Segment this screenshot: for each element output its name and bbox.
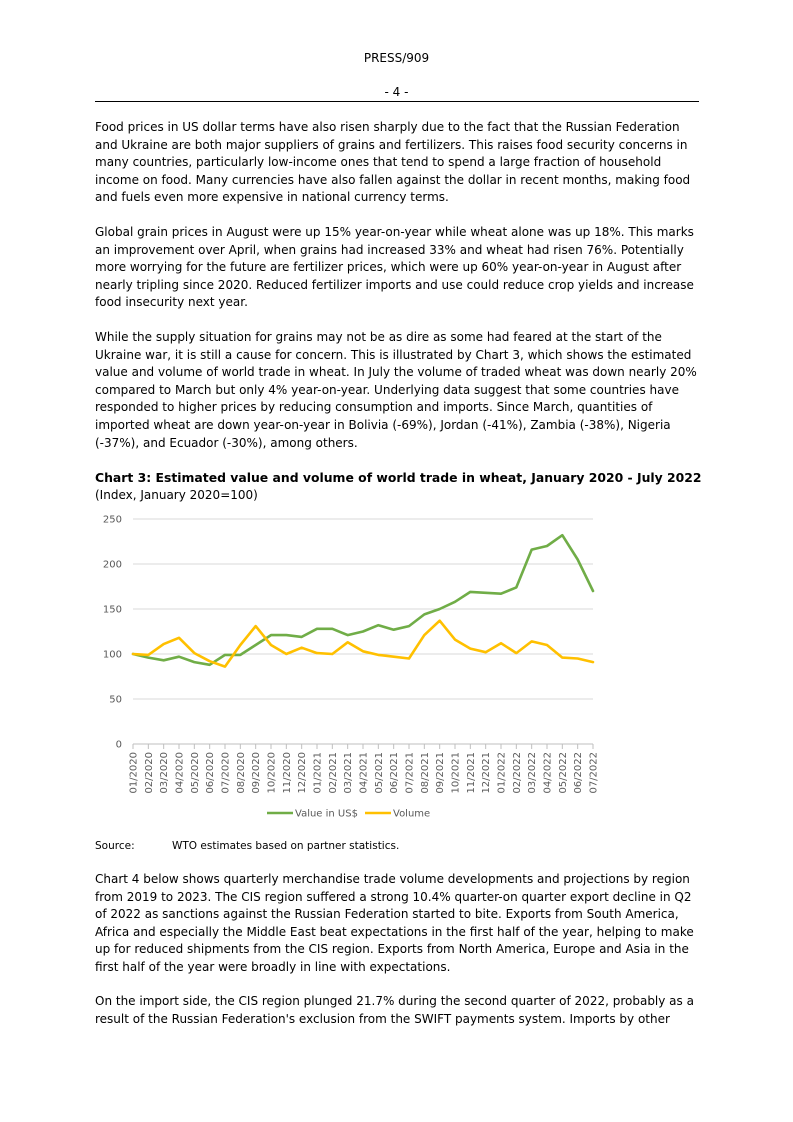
source-text: WTO estimates based on partner statistics. — [172, 840, 400, 852]
wheat-trade-line-chart — [95, 508, 615, 828]
source-label: Source: — [95, 840, 135, 852]
x-tick-label: 05/2022 — [557, 752, 569, 794]
legend-label-volume: Volume — [393, 808, 431, 820]
x-tick-label: 11/2021 — [465, 752, 477, 794]
paragraph-supply-situation: While the supply situation for grains may not be as dire as some had feared at the start of the Ukraine war, it is still a cause for concern. This is illustrated by Chart 3, which shows the estimated value and volume of world trade in wheat. In July the volume of traded wheat was down nearly 20% compared to March but only 4% year-on-year. Underlying data suggest that some countries have responded to higher prices by reducing consumption and imports. Since March, quantities of imported wheat are down year-on-year in Bolivia (-69%), Jordan (-41%), Zambia (-38%), Nigeria (-37%), and Ecuador (-30%), among others. — [95, 330, 697, 450]
y-tick-label: 50 — [109, 694, 122, 706]
x-tick-label: 09/2020 — [251, 752, 263, 794]
x-tick-label: 12/2020 — [297, 752, 309, 794]
x-tick-label: 06/2022 — [573, 752, 585, 794]
chart-title: Chart 3: Estimated value and volume of world trade in wheat, January 2020 - July 2022 — [95, 470, 702, 485]
paragraph-food-prices: Food prices in US dollar terms have also risen sharply due to the fact that the Russian Federation and Ukraine are both major suppliers of grains and fertilizers. This raises food security concerns in many countries, particularly low-income ones that tend to spend a large fraction of household income on food. Many currencies have also fallen against the dollar in recent months, making food and fuels even more expensive in national currency terms. — [95, 120, 691, 205]
chart-subtitle: (Index, January 2020=100) — [95, 488, 258, 502]
x-tick-label: 08/2020 — [235, 752, 247, 794]
x-tick-label: 08/2021 — [419, 752, 431, 794]
x-tick-label: 04/2020 — [174, 752, 186, 794]
series-line-volume — [133, 621, 593, 667]
x-tick-label: 03/2022 — [527, 752, 539, 794]
x-tick-label: 04/2021 — [358, 752, 370, 794]
x-tick-label: 07/2021 — [404, 752, 416, 794]
paragraph-chart4: Chart 4 below shows quarterly merchandise trade volume developments and projections by region from 2019 to 2023. The CIS region suffered a strong 10.4% quarter-on quarter export decline in Q2 of 2022 as sanctions against the Russian Federation started to bite. Exports from South America, Africa and especially the Middle East beat expectations in the first half of the year, helping to make up for reduced shipments from the CIS region. Exports from North America, Europe and Asia in the first half of the year were broadly in line with expectations. — [95, 872, 694, 974]
document-code: PRESS/909 — [363, 51, 430, 65]
x-tick-label: 06/2021 — [389, 752, 401, 794]
x-tick-label: 05/2021 — [373, 752, 385, 794]
y-tick-label: 100 — [102, 649, 122, 661]
x-tick-label: 01/2020 — [128, 752, 140, 794]
x-tick-label: 12/2021 — [481, 752, 493, 794]
paragraph-imports: On the import side, the CIS region plunged 21.7% during the second quarter of 2022, probably as a result of the Russian Federation's exclusion from the SWIFT payments system. Imports by other — [95, 994, 694, 1026]
x-tick-label: 02/2020 — [143, 752, 155, 794]
x-tick-label: 04/2022 — [542, 752, 554, 794]
x-tick-label: 02/2022 — [511, 752, 523, 794]
chart-series — [133, 535, 593, 666]
x-tick-label: 06/2020 — [205, 752, 217, 794]
header-rule — [95, 101, 699, 102]
x-tick-label: 07/2022 — [588, 752, 600, 794]
y-tick-label: 200 — [102, 559, 122, 571]
y-tick-label: 0 — [115, 739, 122, 751]
x-tick-label: 10/2021 — [450, 752, 462, 794]
x-tick-label: 11/2020 — [281, 752, 293, 794]
x-tick-label: 07/2020 — [220, 752, 232, 794]
page-number: - 4 - — [384, 85, 409, 99]
x-tick-label: 05/2020 — [189, 752, 201, 794]
chart-legend — [267, 809, 430, 820]
y-tick-label: 250 — [102, 514, 122, 526]
x-tick-label: 10/2020 — [266, 752, 278, 794]
x-tick-label: 02/2021 — [327, 752, 339, 794]
y-tick-label: 150 — [102, 604, 122, 616]
x-tick-label: 03/2021 — [343, 752, 355, 794]
paragraph-grain-prices: Global grain prices in August were up 15% year-on-year while wheat alone was up 18%. This marks an improvement over April, when grains had increased 33% and wheat had risen 76%. Potentially more worrying for the future are fertilizer prices, which were up 60% year-on-year in August after nearly tripling since 2020. Reduced fertilizer imports and use could reduce crop yields and increase food insecurity next year. — [95, 225, 694, 310]
x-tick-label: 01/2021 — [312, 752, 324, 794]
series-line-value — [133, 535, 593, 665]
legend-label-value: Value in US$ — [295, 808, 358, 820]
x-tick-label: 01/2022 — [496, 752, 508, 794]
x-tick-label: 09/2021 — [435, 752, 447, 794]
chart-gridlines — [133, 519, 593, 699]
x-tick-label: 03/2020 — [159, 752, 171, 794]
